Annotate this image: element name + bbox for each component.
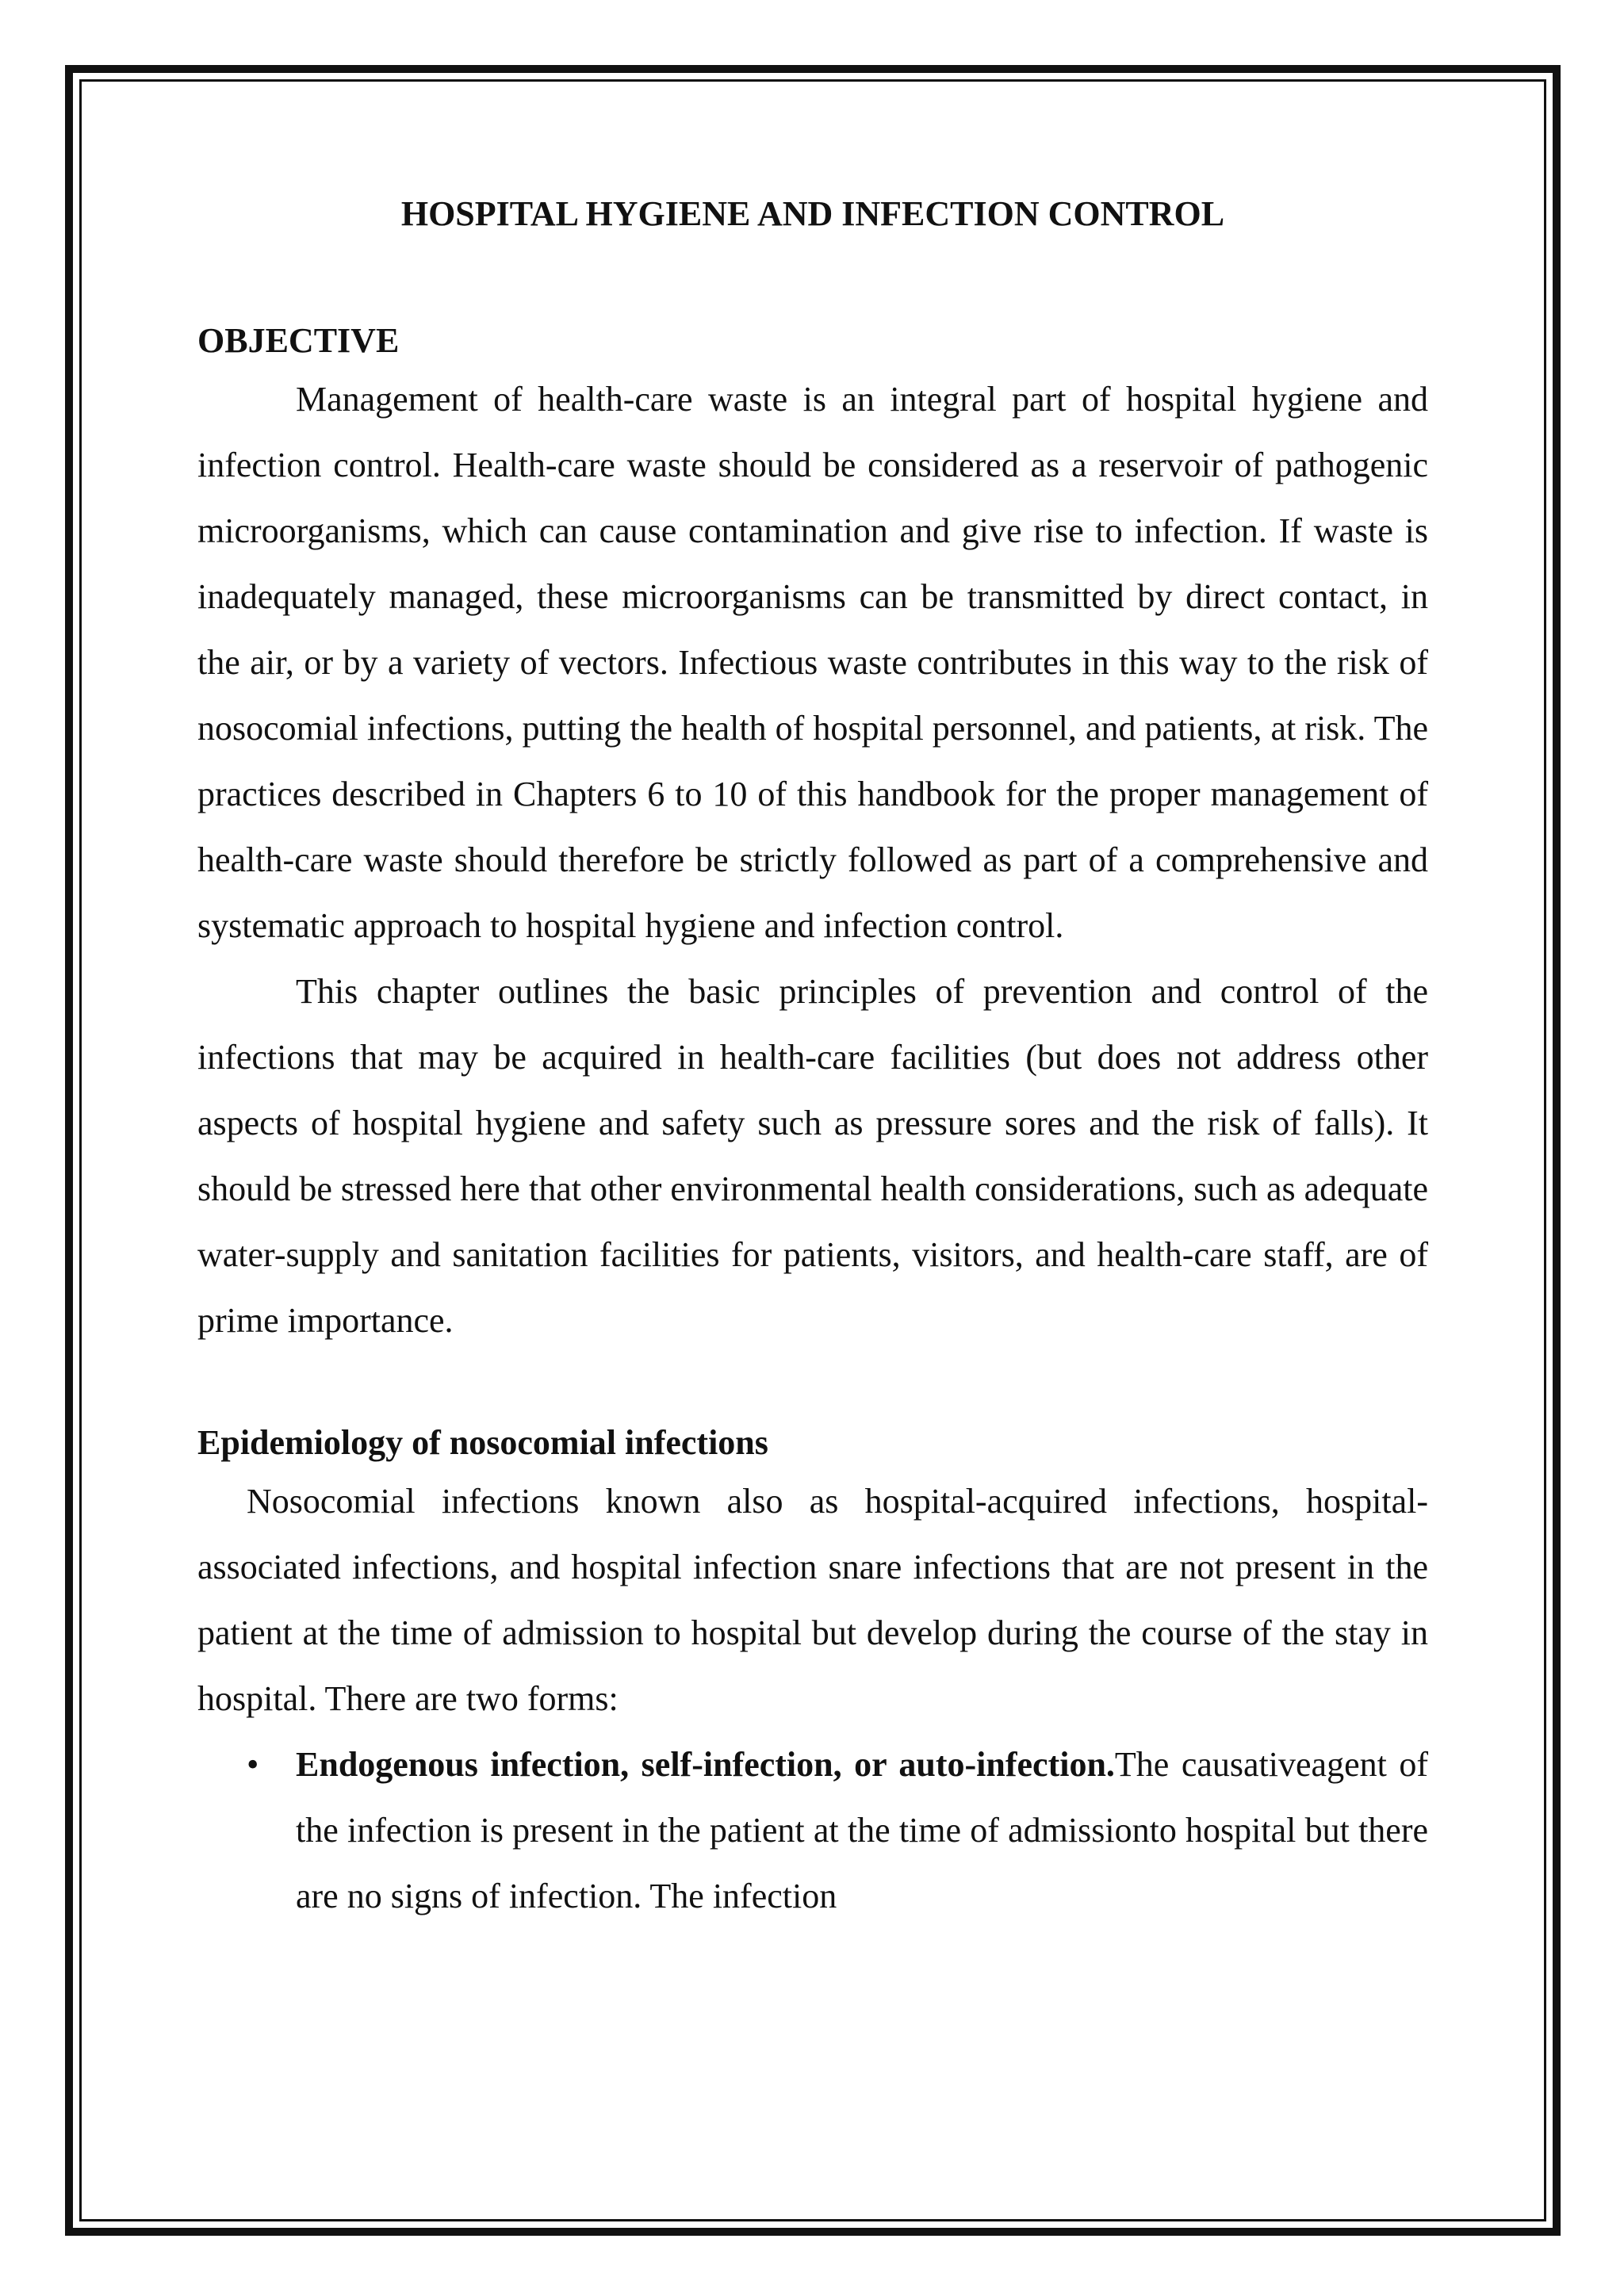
objective-paragraph-1: Management of health-care waste is an integral part of hospital hygiene and infection control. Health-care waste should be considered as a reservoir of pathogenic microorganisms, which can cause contamination and give rise to infection. If waste is inadequately managed, these microorganisms can be transmitted by direct contact, in the air, or by a variety of vectors. Infectious waste contributes in this way to the risk of nosocomial infections, putting the health of hospital personnel, and patients, at risk. The practices described in Chapters 6 to 10 of this handbook for the proper management of health-care waste should therefore be strictly followed as part of a comprehensive and systematic approach to hospital hygiene and infection control.	[197, 380, 1428, 945]
objective-heading: OBJECTIVE	[197, 321, 400, 360]
list-item	[197, 1732, 1428, 1929]
document-title: HOSPITAL HYGIENE AND INFECTION CONTROL	[400, 194, 1225, 233]
bullet-text: The causativeagent of the infection is present in the patient at the time of admissionto hospital but there are no signs of infection. The infection	[296, 1745, 1428, 1915]
infection-forms-list	[197, 1732, 1428, 1929]
bullet-icon: •	[247, 1745, 259, 1784]
page-content	[197, 190, 1428, 1929]
objective-paragraph-2: This chapter outlines the basic principles of prevention and control of the infections that may be acquired in health-care facilities (but does not address other aspects of hospital hygiene and safety such as pressure sores and the risk of falls). It should be stressed here that other environmental health considerations, such as adequate water-supply and sanitation facilities for patients, visitors, and health-care staff, are of prime importance.	[197, 972, 1428, 1340]
bullet-term: Endogenous infection, self-infection, or auto-infection.	[296, 1745, 1115, 1784]
epidemiology-heading: Epidemiology of nosocomial infections	[197, 1423, 768, 1462]
epidemiology-paragraph: Nosocomial infections known also as hospital-acquired infections, hospital-associated infections, and hospital infection snare infections that are not present in the patient at the time of admission to hospital but develop during the course of the stay in hospital. There are two forms:	[197, 1482, 1428, 1718]
